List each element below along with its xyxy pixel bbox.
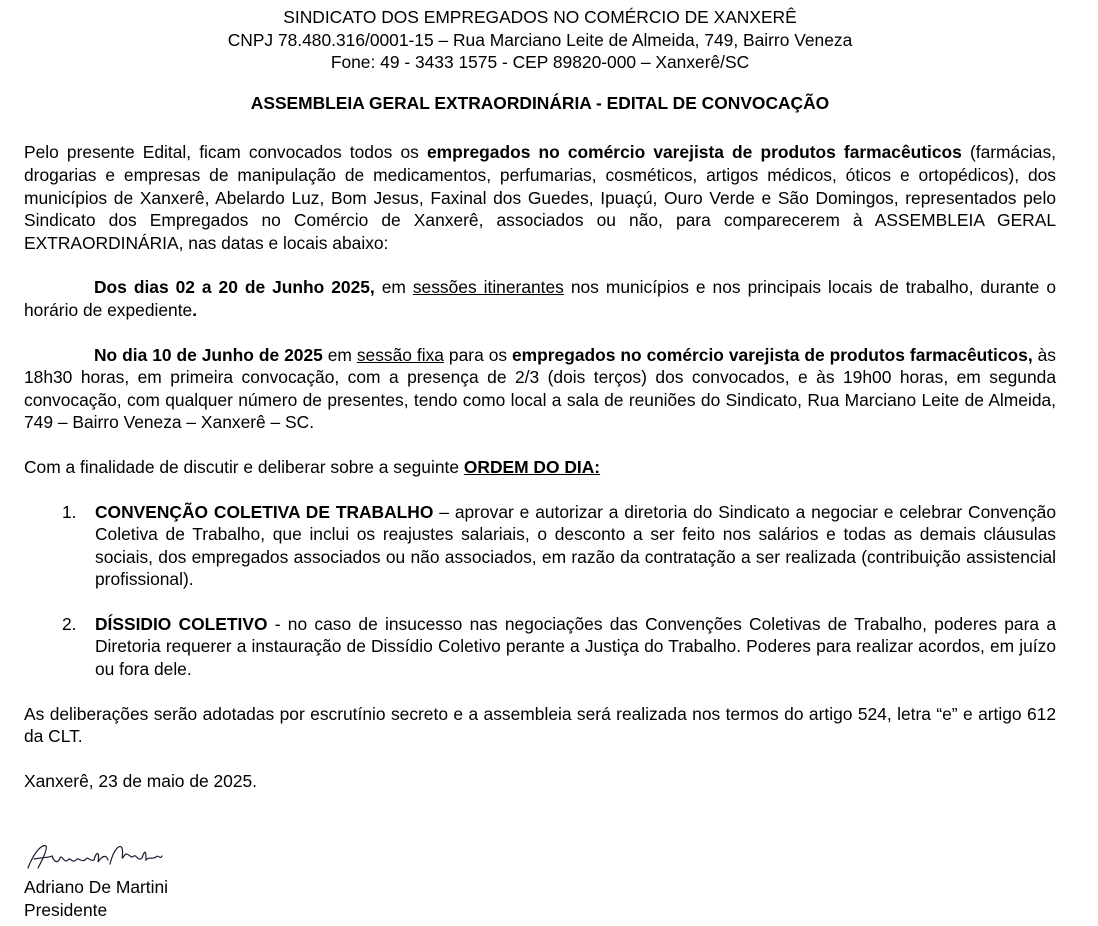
- agenda-item-heading: CONVENÇÃO COLETIVA DE TRABALHO: [95, 501, 434, 522]
- agenda-intro: [24, 456, 1056, 479]
- itinerant-text-2: nos municípios e nos principais locais de trabalho, durante o horário de expediente: [24, 277, 1056, 320]
- intro-bold-category: empregados no comércio varejista de produtos farmacêuticos: [426, 142, 962, 163]
- agenda-heading: ORDEM DO DIA:: [463, 456, 601, 477]
- agenda-item-number: 2.: [62, 613, 77, 634]
- agenda-item: [24, 613, 1056, 681]
- itinerant-dates: Dos dias 02 a 20 de Junho 2025,: [94, 277, 375, 298]
- itinerant-sessions-paragraph: [24, 276, 1056, 321]
- fixed-text-1: em: [322, 344, 357, 365]
- intro-paragraph: [24, 141, 1056, 254]
- intro-text-2: (farmácias, drogarias e empresas de manipulação de medicamentos, perfumarias, cosméticos, artigos médicos, óticos e ortopédicos), dos municípios de Xanxerê, Abelardo Luz, Bom Jesus, Faxinal dos Guedes, Ipuaçú, Ouro Verde e São Domingos, representados pelo Sindicato dos Empregados no Comércio de Xanxerê, associados ou não, para comparecerem à ASSEMBLEIA GERAL EXTRAORDINÁRIA, nas datas e locais abaixo:: [24, 142, 1056, 253]
- agenda-item-number: 1.: [62, 501, 77, 522]
- fixed-text-2: para os: [443, 344, 513, 365]
- itinerant-period: .: [192, 299, 198, 320]
- itinerant-sessions-label: sessões itinerantes: [412, 277, 564, 298]
- edital-document: [24, 6, 1056, 792]
- intro-text-1: Pelo presente Edital, ficam convocados todos os: [24, 142, 427, 163]
- deliberations-paragraph: As deliberações serão adotadas por escrutínio secreto e a assembleia será realizada nos termos do artigo 524, letra “e” e artigo 612 da CLT.: [24, 703, 1056, 747]
- agenda-item: [24, 501, 1056, 591]
- agenda-intro-text: Com a finalidade de discutir e deliberar sobre a seguinte: [24, 456, 464, 477]
- agenda-item-text: - no caso de insucesso nas negociações das Convenções Coletivas de Trabalho, poderes para a Diretoria requerer a instauração de Dissídio Coletivo perante a Justiça do Trabalho. Poderes para realizar acordos, em juízo ou fora dele.: [95, 613, 1056, 680]
- fixed-session-label: sessão fixa: [356, 344, 444, 365]
- union-name: SINDICATO DOS EMPREGADOS NO COMÉRCIO DE XANXERÊ: [283, 7, 797, 27]
- date-place: Xanxerê, 23 de maio de 2025.: [24, 770, 258, 791]
- agenda-item-text: – aprovar e autorizar a diretoria do Sindicato a negociar e celebrar Convenção Coletiva de Trabalho, que inclui os reajustes salariais, o desconto a ser feito nos salários e todas as demais cláusulas sociais, dos empregados associados ou não associados, em razão da contratação a ser realizada (contribuição assistencial profissional).: [95, 501, 1056, 590]
- fixed-session-date: No dia 10 de Junho de 2025: [94, 344, 323, 365]
- union-contact: Fone: 49 - 3433 1575 - CEP 89820-000 – Xanxerê/SC: [330, 52, 750, 73]
- document-title: ASSEMBLEIA GERAL EXTRAORDINÁRIA - EDITAL DE CONVOCAÇÃO: [250, 92, 830, 113]
- signatory-name: Adriano De Martini: [24, 877, 169, 897]
- signatory-block: [24, 876, 168, 921]
- fixed-text-3: às 18h30 horas, em primeira convocação, com a presença de 2/3 (dois terços) dos convocados, e às 19h00 horas, em segunda convocação, com qualquer número de presentes, tendo como local a sala de reuniões do Sindicato, Rua Marciano Leite de Almeida, 749 – Bairro Veneza – Xanxerê – SC.: [24, 344, 1056, 433]
- union-address: CNPJ 78.480.316/0001-15 – Rua Marciano Leite de Almeida, 749, Bairro Veneza: [227, 29, 853, 50]
- fixed-session-paragraph: [24, 344, 1056, 434]
- fixed-session-category: empregados no comércio varejista de produtos farmacêuticos,: [512, 344, 1033, 365]
- agenda-item-heading: DÍSSIDIO COLETIVO: [95, 613, 268, 634]
- handwritten-signature: [24, 842, 164, 872]
- signature-graphic: [24, 842, 164, 872]
- itinerant-text-1: em: [374, 277, 413, 298]
- signatory-role: Presidente: [24, 899, 108, 920]
